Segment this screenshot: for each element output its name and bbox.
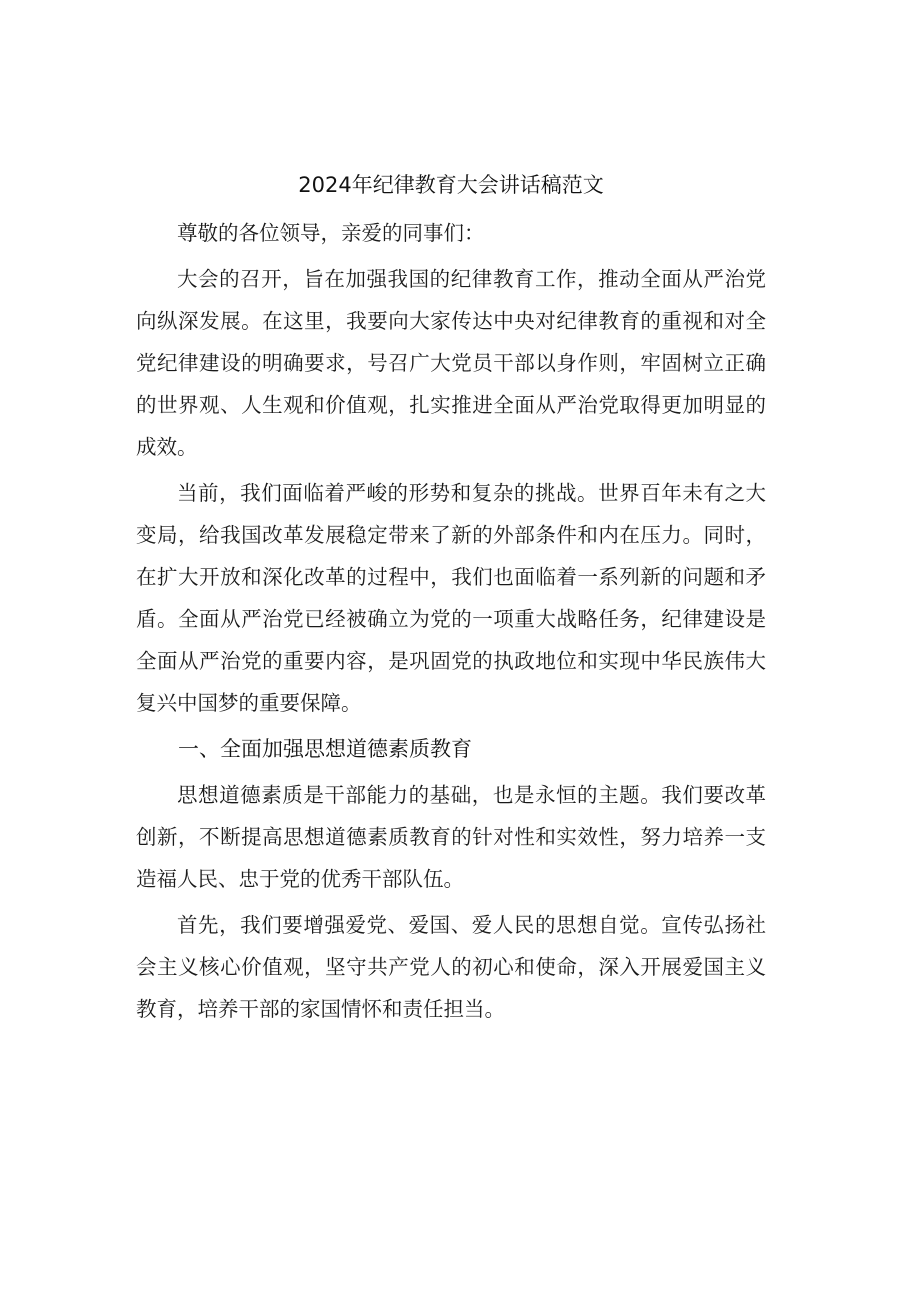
section-heading: 一、全面加强思想道德素质教育 bbox=[178, 737, 472, 761]
section-paragraph: 首先，我们要增强爱党、爱国、爱人民的思想自觉。宣传弘扬社会主义核心价值观，坚守共产党人的初心和使命，深入开展爱国主义教育，培养干部的家国情怀和责任担当。 bbox=[136, 913, 766, 1021]
paragraph-intro: 大会的召开，旨在加强我国的纪律教育工作，推动全面从严治党向纵深发展。在这里，我要向大家传达中央对纪律教育的重视和对全党纪律建设的明确要求，号召广大党员干部以身作则，牢固树立正确的世界观、人生观和价值观，扎实推进全面从严治党取得更加明显的成效。 bbox=[136, 267, 766, 459]
salutation: 尊敬的各位领导，亲爱的同事们： bbox=[177, 221, 485, 245]
section-paragraph: 思想道德素质是干部能力的基础，也是永恒的主题。我们要改革创新，不断提高思想道德素质教育的针对性和实效性，努力培养一支造福人民、忠于党的优秀干部队伍。 bbox=[136, 783, 766, 891]
paragraph-situation: 当前，我们面临着严峻的形势和复杂的挑战。世界百年未有之大变局，给我国改革发展稳定带来了新的外部条件和内在压力。同时，在扩大开放和深化改革的过程中，我们也面临着一系列新的问题和矛盾。全面从严治党已经被确立为党的一项重大战略任务，纪律建设是全面从严治党的重要内容，是巩固党的执政地位和实现中华民族伟大复兴中国梦的重要保障。 bbox=[136, 481, 766, 715]
document-body bbox=[136, 166, 766, 1034]
document-title: 2024年纪律教育大会讲话稿范文 bbox=[298, 173, 604, 197]
